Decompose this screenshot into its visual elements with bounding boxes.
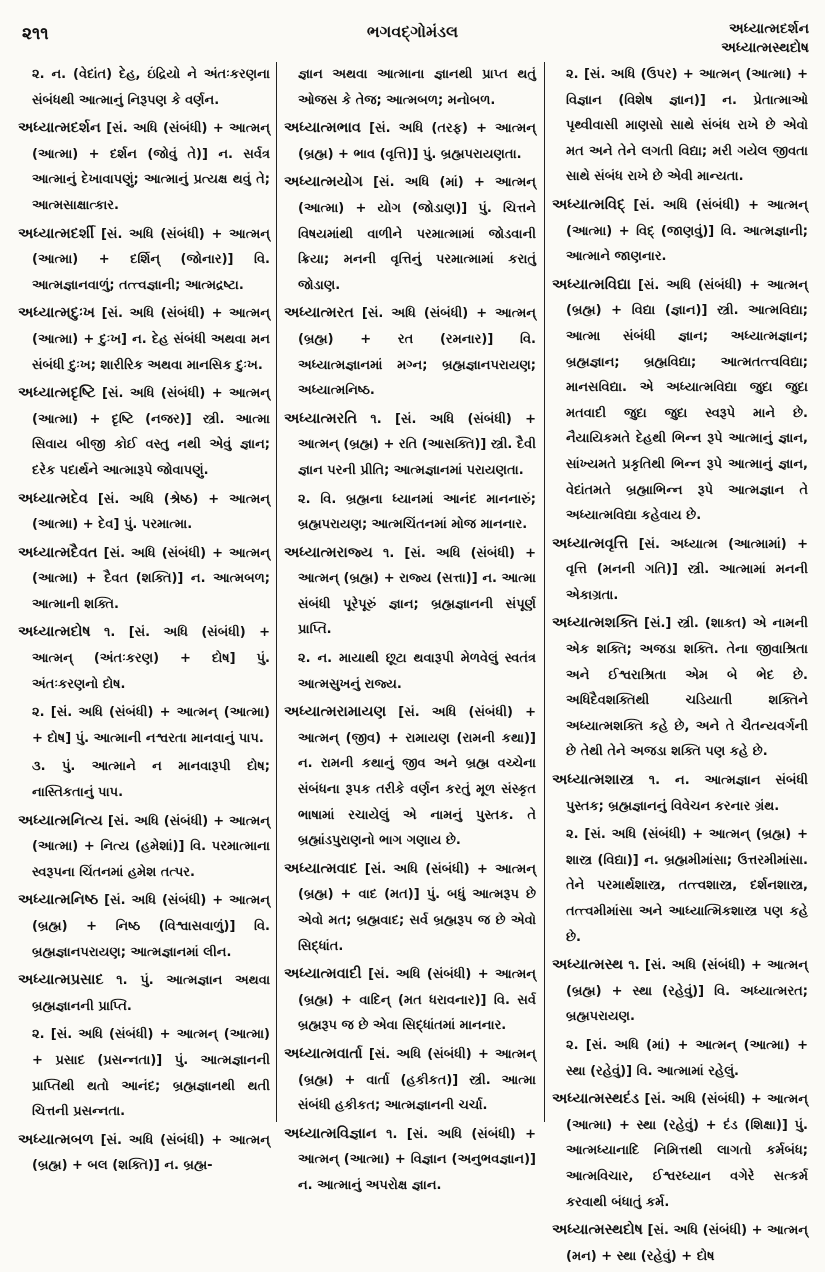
guide-word-first: અધ્યાત્મદર્શન <box>729 21 809 37</box>
headword: અધ્યાત્મવિજ્ઞાન <box>284 1125 377 1142</box>
dictionary-entry <box>284 962 536 1039</box>
dictionary-entry <box>284 301 536 403</box>
headword: અધ્યાત્મસ્થ <box>552 957 624 974</box>
headword: અધ્યાત્મદૃષ્ટિ <box>18 385 96 402</box>
definition-text: ૩. પું. આત્માને ન માનવારૂપી દોષ; નાસ્તિકતાનું પાપ. <box>32 759 270 801</box>
definition-text: ૨. [સં. અધિ (સંબંધી) + આત્મન્ (આત્મા) + દોષ] પું. આત્માની નશ્વરતા માનવાનું પાપ. <box>32 705 270 746</box>
headword: અધ્યાત્મવાદી <box>284 966 362 983</box>
definition-text: [સં. અધ્યાત્મ (આત્મામાં) + વૃત્તિ (મનની ગતિ)] સ્ત્રી. આત્મામાં મનની એકાગ્રતા. <box>566 536 808 603</box>
headword: અધ્યાત્મસ્થદોષ <box>552 1222 643 1239</box>
dictionary-entry <box>552 768 808 819</box>
headword: અધ્યાત્મદોષ <box>18 624 91 641</box>
definition-text: ૨. [સં. અધિ (માં) + આત્મન્ (આત્મા) + સ્થા (રહેવું)] વિ. આત્મામાં રહેલું. <box>566 1037 808 1079</box>
dictionary-entry <box>18 222 270 299</box>
guide-word-last: અધ્યાત્મસ્થદોષ <box>721 40 809 56</box>
headword: અધ્યાત્મરતિ <box>284 410 358 427</box>
entry-continuation <box>18 62 270 113</box>
dictionary-entry <box>284 541 536 643</box>
headword: અધ્યાત્મપ્રસાદ <box>18 972 104 989</box>
entry-continuation <box>284 62 536 113</box>
definition-text: [સં. અધિ (સંબંધી) + આત્મન્ (આત્મા) + દૈવત (શક્તિ)] ન. આત્મબળ; આત્માની શક્તિ. <box>32 545 270 612</box>
dictionary-entry <box>284 116 536 167</box>
headword: અધ્યાત્મરાજ્ય <box>284 544 373 561</box>
dictionary-entry <box>18 968 270 1019</box>
definition-text: [સં. અધિ (સંબંધી) + આત્મન્ (જીવ) + રામાયણ (રામની કથા)] ન. રામની કથાનું જીવ અને બ્રહ્મ વચ્ચેના સંબંધના રૂપક તરીકે વર્ણન કરતું મૂળ સંસ્કૃત ભાષામાં રચાયેલું એ નામનું પુસ્તક. તે બ્રહ્માંડપુરાણનો ભાગ ગણાય છે. <box>298 705 536 849</box>
dictionary-entry <box>18 620 270 697</box>
headword: અધ્યાત્મસ્થદંડ <box>552 1091 640 1108</box>
definition-text: [સં. અધિ (તરફ) + આત્મન્ (બ્રહ્મ) + ભાવ (વૃત્તિ)] પું. બ્રહ્મપરાયણતા. <box>298 121 536 162</box>
definition-text: [સં. અધિ (સંબંધી) + આત્મન્ (આત્મા) + નિત્ય (હમેશાં)] વિ. પરમાત્માના સ્વરૂપના ચિંતનમાં હમેશ તત્પર. <box>32 813 270 880</box>
page-number: ૨૧૧ <box>22 24 49 44</box>
definition-text: [સં. અધિ (માં) + આત્મન્ (આત્મા) + યોગ (જોડાણ)] પું. ચિત્તને વિષયમાંથી વાળીને પરમાત્મામાં જોડવાની ક્રિયા; મનની વૃત્તિનું પરમાત્મામાં કરાતું જોડાણ. <box>298 175 536 293</box>
headword: અધ્યાત્મશક્તિ <box>552 615 638 632</box>
dictionary-entry <box>18 487 270 538</box>
headword: અધ્યાત્મવાર્તા <box>284 1045 363 1062</box>
column-1 <box>18 62 270 1182</box>
definition-text: [સં.] સ્ત્રી. (શાક્ત) એ નામની એક શક્તિ; અજડા શક્તિ. તેના જીવાશ્રિતા અને ઈશ્વરાશ્રિતા એમ બે ભેદ છે. અધિદૈવશક્તિથી ચડિયાતી શક્તિને અધ્યાત્મશક્તિ કહે છે, અને તે ચૈતન્યવર્ગની છે તેથી તેને અજડા શક્તિ પણ કહે છે. <box>566 616 808 760</box>
column-3 <box>552 62 808 1272</box>
entry-continuation <box>552 62 808 190</box>
dictionary-entry <box>552 273 808 529</box>
definition-text: [સં. અધિ (સંબંધી) + આત્મન્ (બ્રહ્મ) + વિદ્યા (જ્ઞાન)] સ્ત્રી. આત્મવિદ્યા; આત્મા સંબંધી જ્ઞાન; અધ્યાત્મજ્ઞાન; બ્રહ્મજ્ઞાન; બ્રહ્મવિદ્યા; આત્મતત્ત્વવિદ્યા; માનસવિદ્યા. એ અધ્યાત્મવિદ્યા જુદા જુદા મતવાદી જુદા જુદા સ્વરૂપે માને છે. નૈયાયિકમતે દેહથી ભિન્ન રૂપે આત્માનું જ્ઞાન, સાંખ્યમતે પ્રકૃતિથી ભિન્ન રૂપે આત્માનું જ્ઞાન, વેદાંતમતે બ્રહ્માભિન્ન રૂપે આત્મજ્ઞાન તે અધ્યાત્મવિદ્યા કહેવાય છે. <box>566 277 808 524</box>
headword: અધ્યાત્મભાવ <box>284 120 361 137</box>
headword: અધ્યાત્મદૈવત <box>18 544 98 561</box>
dictionary-entry <box>284 857 536 959</box>
dictionary-entry <box>552 532 808 609</box>
definition-text: [સં. અધિ (સંબંધી) + આત્મન્ (બ્રહ્મ) + વાદિન્ (મત ધરાવનાર)] વિ. સર્વ બ્રહ્મરૂપ જ છે એવા સિદ્ધાંતમાં માનનાર. <box>298 967 536 1034</box>
column-divider <box>276 62 277 1122</box>
headword: અધ્યાત્મરામાયણ <box>284 704 387 721</box>
definition-text: [સં. અધિ (સંબંધી) + આત્મન્ (આત્મા) + દુઃખ] ન. દેહ સંબંધી અથવા મન સંબંધી દુઃખ; શારીરિક અથવા માનસિક દુઃખ. <box>32 306 270 373</box>
headword: અધ્યાત્મશાસ્ત્ર <box>552 772 634 789</box>
definition-text: ૧. [સં. અધિ (સંબંધી) + આત્મન્ (બ્રહ્મ) + સ્થા (રહેવું)] વિ. અધ્યાત્મરત; બ્રહ્મપરાયણ. <box>566 958 808 1025</box>
dictionary-entry <box>552 953 808 1030</box>
definition-text: [સં. અધિ (સંબંધી) + આત્મન્ (આત્મા) + વિદ્ (જાણવું)] વિ. આત્મજ્ઞાની; આત્માને જાણનાર. <box>566 197 808 265</box>
dictionary-entry <box>552 611 808 765</box>
definition-text: [સં. અધિ (સંબંધી) + આત્મન્ (મન) + સ્થા (રહેવું) + દોષ <box>566 1223 808 1264</box>
headword: અધ્યાત્મદર્શન <box>18 120 101 137</box>
entry-sense <box>18 754 270 805</box>
definition-text: [સં. અધિ (સંબંધી) + આત્મન્ (આત્મા) + દર્શિન્ (જોનાર)] વિ. આત્મજ્ઞાનવાળું; તત્ત્વજ્ઞાની; આત્મદ્રષ્ટા. <box>32 226 270 293</box>
definition-text: [સં. અધિ (સંબંધી) + આત્મન્ (બ્રહ્મ) + નિષ્ઠ (વિશ્વાસવાળું)] વિ. બ્રહ્મજ્ઞાનપરાયણ; આત્મજ્ઞાનમાં લીન. <box>32 893 270 960</box>
dictionary-entry <box>18 116 270 218</box>
definition-text: ૧. ન. આત્મજ્ઞાન સંબંધી પુસ્તક; બ્રહ્મજ્ઞાનનું વિવેચન કરનાર ગ્રંથ. <box>566 773 808 814</box>
entry-sense <box>18 1022 270 1124</box>
definition-text: [સં. અધિ (સંબંધી) + આત્મન્ (બ્રહ્મ) + વાર્તા (હકીકત)] સ્ત્રી. આત્મા સંબંધી હકીકત; આત્મજ્ઞાનની ચર્ચા. <box>298 1046 536 1114</box>
column-divider <box>544 62 545 1122</box>
dictionary-entry <box>18 541 270 618</box>
definition-text: ૧. પું. આત્મજ્ઞાન અથવા બ્રહ્મજ્ઞાનની પ્રાપ્તિ. <box>32 973 270 1014</box>
headword: અધ્યાત્મવિદ્ <box>552 196 626 213</box>
headword: અધ્યાત્મવાદ <box>284 860 358 877</box>
definition-text: [સં. અધિ (સંબંધી) + આત્મન્ (બ્રહ્મ) + રત (રમનાર)] વિ. અધ્યાત્મજ્ઞાનમાં મગ્ન; બ્રહ્મજ્ઞાનપરાયણ; અધ્યાત્મનિષ્ઠ. <box>298 306 536 399</box>
dictionary-entry <box>552 193 808 270</box>
definition-text: [સં. અધિ (સંબંધી) + આત્મન્ (બ્રહ્મ) + વાદ (મત)] પું. બધું આત્મરૂપ છે એવો મત; બ્રહ્મવાદ; સર્વ બ્રહ્મરૂપ જ છે એવો સિદ્ધાંત. <box>298 861 536 954</box>
dictionary-entry <box>18 888 270 965</box>
headword: અધ્યાત્મવિદ્યા <box>552 276 631 293</box>
column-2 <box>284 62 536 1202</box>
definition-text: ૨. વિ. બ્રહ્મના ધ્યાનમાં આનંદ માનનારું; બ્રહ્મપરાયણ; આત્મચિંતનમાં મોજ માનનાર. <box>298 491 536 533</box>
definition-text: ૨. ન. (વેદાંત) દેહ, ઇંદ્રિયો ને અંતઃકરણના સંબંધથી આત્માનું નિરૂપણ કે વર્ણન. <box>32 67 270 108</box>
definition-text: ૨. [સં. અધિ (સંબંધી) + આત્મન્ (આત્મા) + પ્રસાદ (પ્રસન્નતા)] પું. આત્મજ્ઞાનની પ્રાપ્તિથી થતો આનંદ; બ્રહ્મજ્ઞાનથી થતી ચિત્તની પ્રસન્નતા. <box>32 1027 270 1120</box>
definition-text: [સં. અધિ (સંબંધી) + આત્મન્ (બ્રહ્મ) + બલ (શક્તિ)] ન. બ્રહ્મ- <box>32 1132 270 1174</box>
dictionary-entry <box>284 407 536 484</box>
headword: અધ્યાત્મરત <box>284 305 354 322</box>
dictionary-entry <box>284 1122 536 1199</box>
book-title: ભગવદ્ગોમંડલ <box>366 22 459 41</box>
dictionary-entry <box>18 1128 270 1179</box>
headword: અધ્યાત્મનિષ્ઠ <box>18 892 99 909</box>
dictionary-entry <box>284 1042 536 1119</box>
headword: અધ્યાત્મદેવ <box>18 490 88 507</box>
headword: અધ્યાત્મબળ <box>18 1131 94 1148</box>
entry-sense <box>552 822 808 950</box>
definition-text: ૧. [સં. અધિ (સંબંધી) + આત્મન્ (અંતઃકરણ) + દોષ] પું. અંતઃકરણનો દોષ. <box>32 625 270 692</box>
definition-text: [સં. અધિ (શ્રેષ્ઠ) + આત્મન્ (આત્મા) + દેવ] પું. પરમાત્મા. <box>32 491 270 533</box>
headword: અધ્યાત્મવૃત્તિ <box>552 535 629 552</box>
entry-sense <box>552 1033 808 1084</box>
definition-text: [સં. અધિ (સંબંધી) + આત્મન્ (આત્મા) + દૃષ્ટિ (નજર)] સ્ત્રી. આત્મા સિવાય બીજી કોઈ વસ્તુ નથી એવું જ્ઞાન; દરેક પદાર્થને આત્મારૂપે જોવાપણું. <box>32 386 270 478</box>
guide-words <box>721 20 809 58</box>
dictionary-entry <box>552 1087 808 1215</box>
definition-text: જ્ઞાન અથવા આત્માના જ્ઞાનથી પ્રાપ્ત થતું ઓજસ કે તેજ; આત્મબળ; મનોબળ. <box>298 67 536 108</box>
definition-text: ૧. [સં. અધિ (સંબંધી) + આત્મન્ (બ્રહ્મ) + રાજ્ય (સત્તા)] ન. આત્મા સંબંધી પૂરેપૂરું જ્ઞાન; બ્રહ્મજ્ઞાનની સંપૂર્ણ પ્રાપ્તિ. <box>298 545 536 638</box>
entry-sense <box>284 646 536 697</box>
headword: અધ્યાત્મદર્શી <box>18 225 95 242</box>
entry-sense <box>18 700 270 751</box>
definition-text: [સં. અધિ (સંબંધી) + આત્મન્ (આત્મા) + સ્થા (રહેવું) + દંડ (શિક્ષા)] પું. આત્મધ્યાનાદિ નિમિત્તથી લાગતો કર્મબંધ; આત્મવિચાર, ઈશ્વરધ્યાન વગેરે સત્કર્મ કરવાથી બંધાતું કર્મ. <box>566 1092 808 1210</box>
headword: અધ્યાત્મનિત્ય <box>18 812 103 829</box>
definition-text: ૧. [સં. અધિ (સંબંધી) + આત્મન્ (આત્મા) + વિજ્ઞાન (અનુભવજ્ઞાન)] ન. આત્માનું અપરોક્ષ જ્ઞાન. <box>298 1126 536 1193</box>
headword: અધ્યાત્મયોગ <box>284 174 363 191</box>
dictionary-entry <box>18 381 270 483</box>
entry-sense <box>284 487 536 538</box>
dictionary-entry <box>18 809 270 886</box>
dictionary-entry <box>284 170 536 298</box>
definition-text: ૨. [સં. અધિ (સંબંધી) + આત્મન્ (બ્રહ્મ) + શાસ્ત્ર (વિદ્યા)] ન. બ્રહ્મમીમાંસા; ઉત્તરમીમાંસા. તેને પરમાર્થશાસ્ત્ર, તત્ત્વશાસ્ત્ર, દર્શનશાસ્ત્ર, તત્ત્વમીમાંસા અને આધ્યાત્મિકશાસ્ત્ર પણ કહે છે. <box>566 827 808 945</box>
definition-text: ૧. [સં. અધિ (સંબંધી) + આત્મન્ (બ્રહ્મ) + રતિ (આસક્તિ)] સ્ત્રી. દૈવી જ્ઞાન પરની પ્રીતિ; આત્મજ્ઞાનમાં પરાયણતા. <box>298 411 536 478</box>
dictionary-entry <box>18 301 270 378</box>
dictionary-entry <box>284 700 536 854</box>
headword: અધ્યાત્મદુઃખ <box>18 305 95 322</box>
page-header <box>0 0 825 58</box>
dictionary-entry <box>552 1218 808 1269</box>
definition-text: [સં. અધિ (સંબંધી) + આત્મન્ (આત્મા) + દર્શન (જોવું તે)] ન. સર્વત્ર આત્માનું દેખાવાપણું; આત્માનું પ્રત્યક્ષ થવું તે; આત્મસાક્ષાત્કાર. <box>32 121 270 213</box>
definition-text: ૨. [સં. અધિ (ઉપર) + આત્મન્ (આત્મા) + વિજ્ઞાન (વિશેષ જ્ઞાન)] ન. પ્રેતાત્માઓ પૃથ્વીવાસી માણસો સાથે સંબંધ રાખે છે એવો મત અને તેને લગતી વિદ્યા; મરી ગયેલ જીવતા સાથે સંબંધ રાખે છે એવી માન્યતા. <box>566 67 808 185</box>
definition-text: ૨. ન. માયાથી છૂટા થવારૂપી મેળવેલું સ્વતંત્ર આત્મસુખનું રાજ્ય. <box>298 651 536 692</box>
